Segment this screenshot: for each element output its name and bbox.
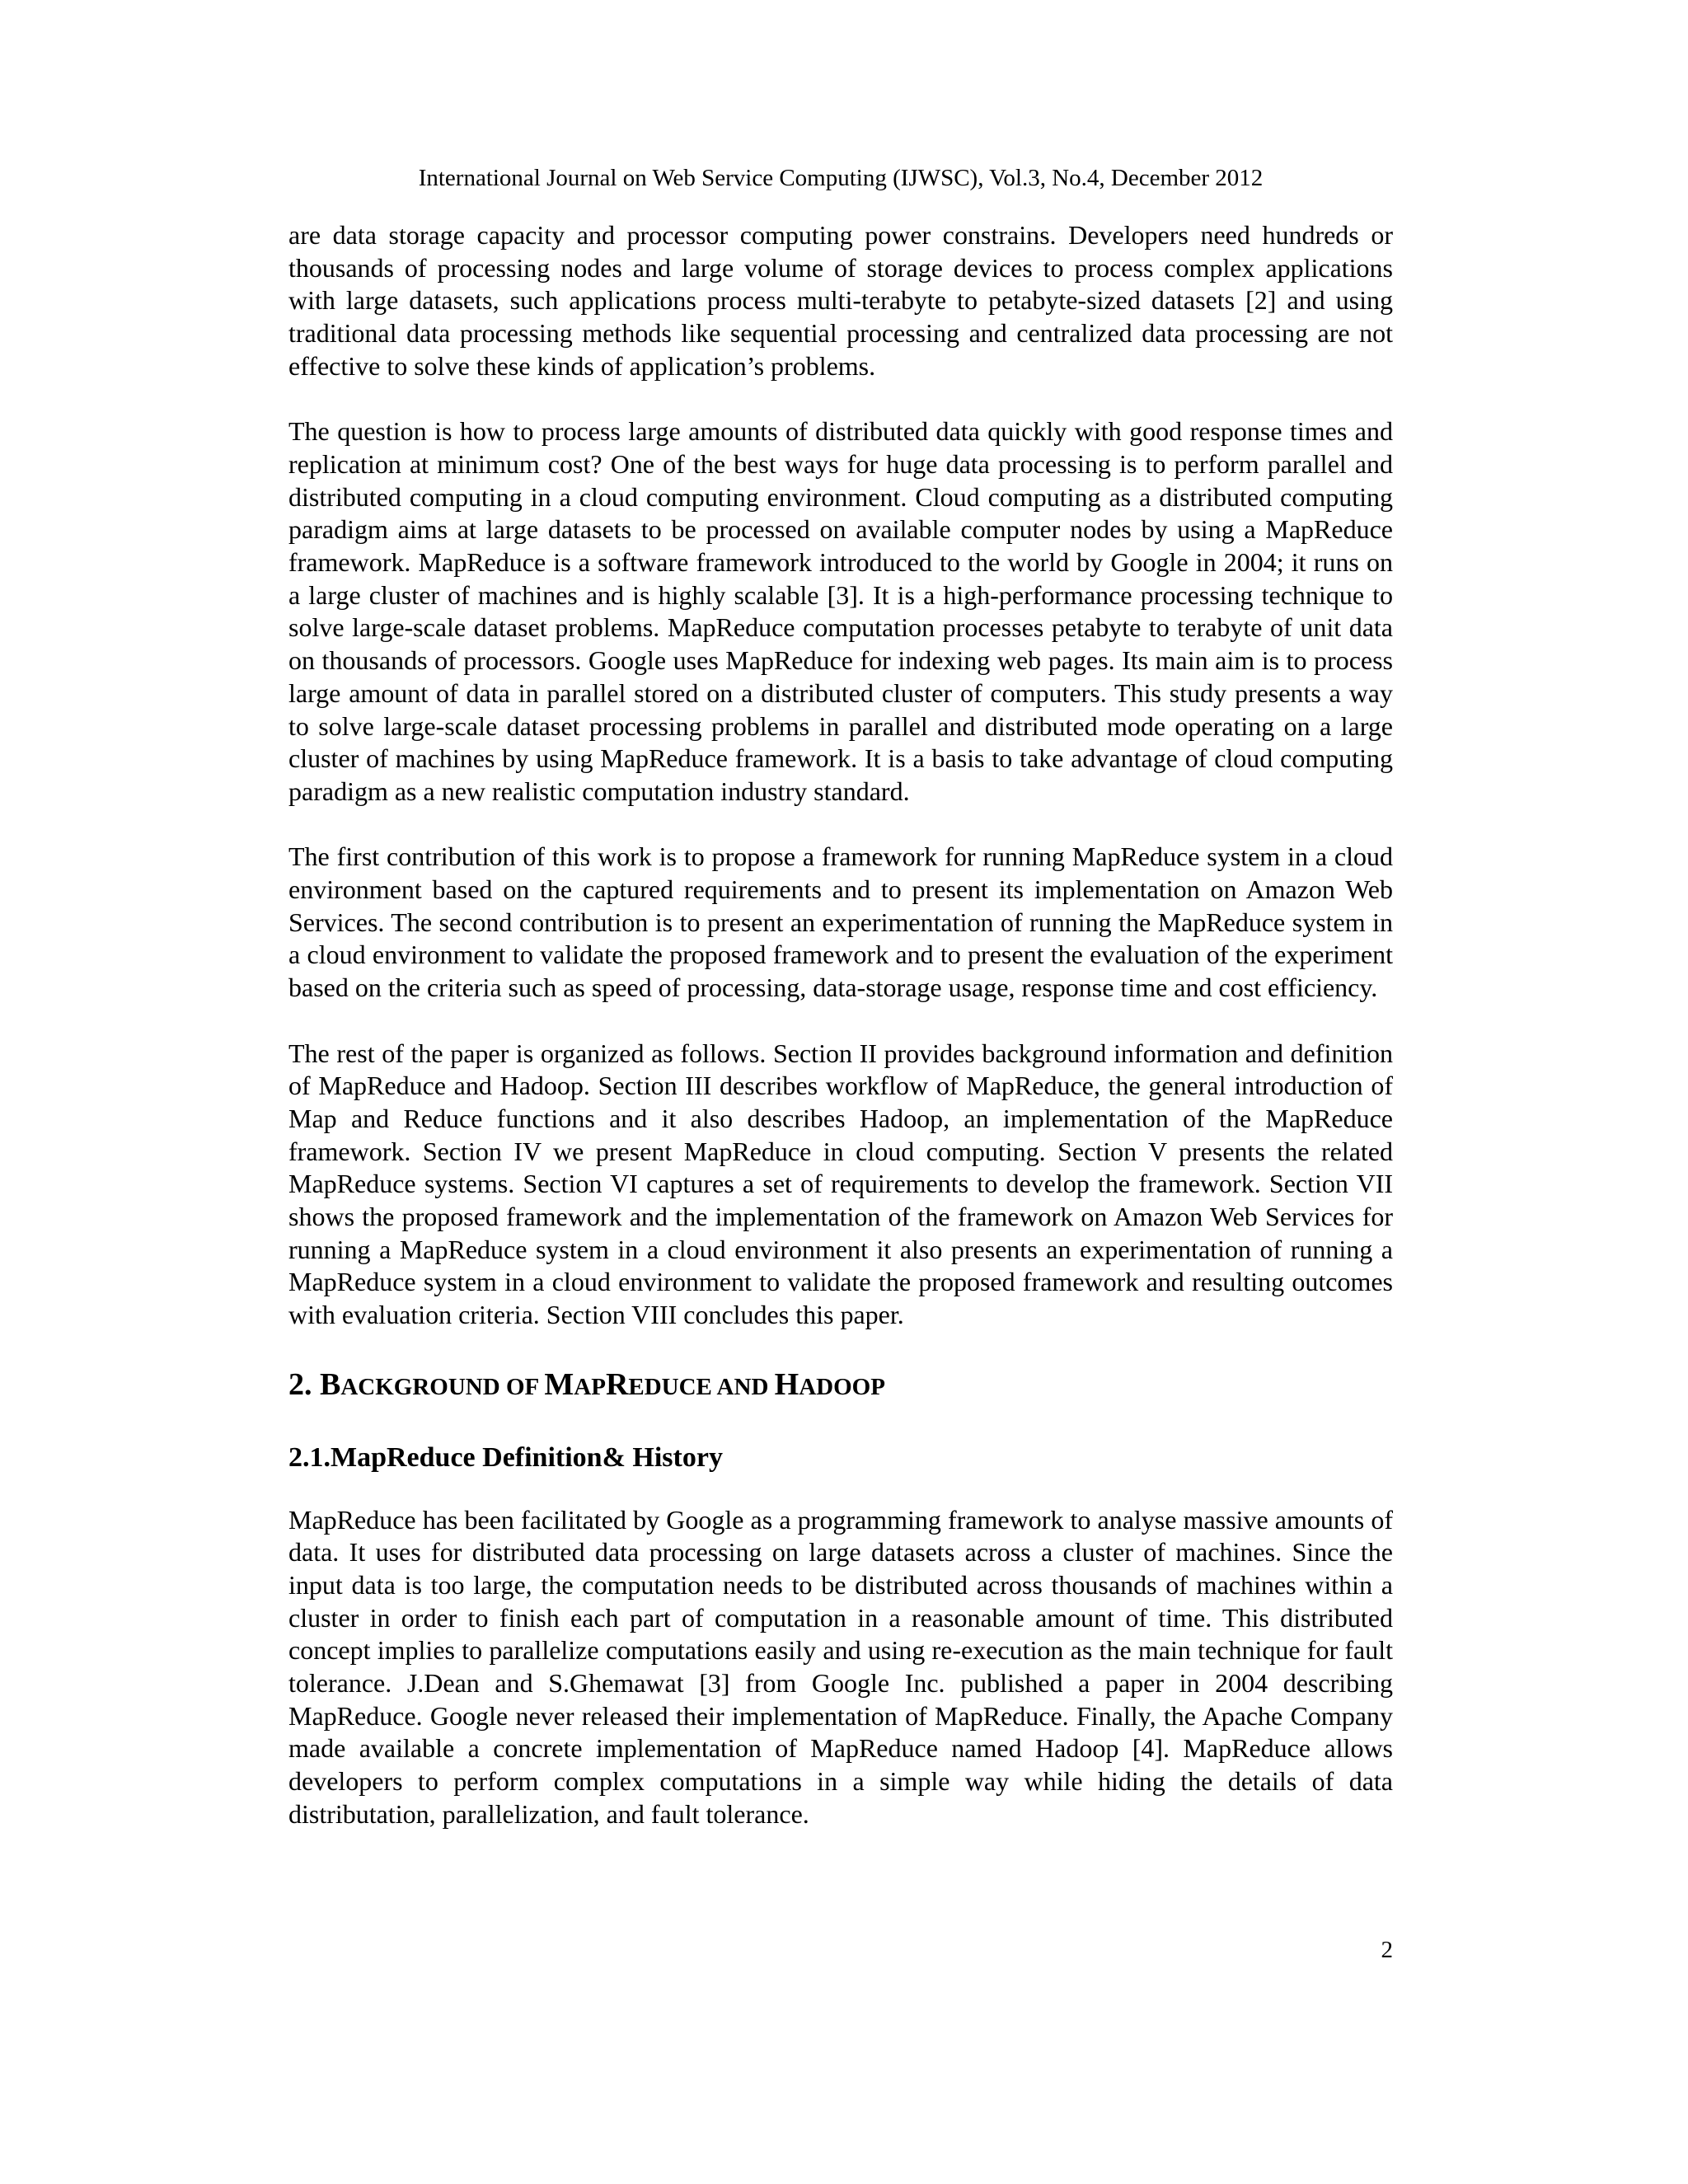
heading-part: AP xyxy=(574,1373,606,1400)
heading-part: ACKGROUND OF xyxy=(340,1373,545,1400)
heading-part: M xyxy=(544,1366,574,1402)
page-content xyxy=(288,219,1393,1831)
heading-part: ADOOP xyxy=(799,1373,885,1400)
subsection-2-1-heading: 2.1.MapReduce Definition& History xyxy=(288,1441,723,1473)
section-2-heading xyxy=(288,1365,1393,1407)
body-paragraph-3: The first contribution of this work is to propose a framework for running MapReduce system in a cloud environment based on the captured requirements and to present its implementation on Amazon Web Services. The second contribution is to present an experimentation of running the MapReduce system in a cloud environment to validate the proposed framework and to present the evaluation of the experiment based on the criteria such as speed of processing, data-storage usage, response time and cost efficiency. xyxy=(288,841,1393,1003)
body-paragraph-4: The rest of the paper is organized as follows. Section II provides background information and definition of MapReduce and Hadoop. Section III describes workflow of MapReduce, the general introduction of Map and Reduce functions and it also describes Hadoop, an implementation of the MapReduce framework. Section IV we present MapReduce in cloud computing. Section V presents the related MapReduce systems. Section VI captures a set of requirements to develop the framework. Section VII shows the proposed framework and the implementation of the framework on Amazon Web Services for running a MapReduce system in a cloud environment it also presents an experimentation of running a MapReduce system in a cloud environment to validate the proposed framework and resulting outcomes with evaluation criteria. Section VIII concludes this paper. xyxy=(288,1038,1393,1330)
subsection-paragraph: MapReduce has been facilitated by Google as a programming framework to analyse massive amounts of data. It uses for distributed data processing on large datasets across a cluster of machines. Since the input data is too large, the computation needs to be distributed across thousands of machines within a cluster in order to finish each part of computation in a reasonable amount of time. This distributed concept implies to parallelize computations easily and using re-execution as the main technique for fault tolerance. J.Dean and S.Ghemawat [3] from Google Inc. published a paper in 2004 describing MapReduce. Google never released their implementation of MapReduce. Finally, the Apache Company made available a concrete implementation of MapReduce named Hadoop [4]. MapReduce allows developers to perform complex computations in a simple way while hiding the details of data distributation, parallelization, and fault tolerance. xyxy=(288,1504,1393,1829)
heading-part: H xyxy=(774,1366,799,1402)
heading-part: R xyxy=(605,1366,629,1402)
heading-part: B xyxy=(320,1366,341,1402)
body-paragraph-1: are data storage capacity and processor computing power constrains. Developers need hundreds or thousands of processing nodes and large volume of storage devices to process complex applications with large datasets, such applications process multi-terabyte to petabyte-sized datasets [2] and using traditional data processing methods like sequential processing and centralized data processing are not effective to solve these kinds of application’s problems. xyxy=(288,220,1393,381)
running-header: International Journal on Web Service Computing (IJWSC), Vol.3, No.4, December 2012 xyxy=(418,165,1264,191)
page-number: 2 xyxy=(1381,1937,1393,1963)
heading-part: EDUCE AND xyxy=(628,1373,775,1400)
paper-page xyxy=(288,0,1393,2184)
body-paragraph-2: The question is how to process large amounts of distributed data quickly with good response times and replication at minimum cost? One of the best ways for huge data processing is to perform parallel and distributed computing in a cloud computing environment. Cloud computing as a distributed computing paradigm aims at large datasets to be processed on available computer nodes by using a MapReduce framework. MapReduce is a software framework introduced to the world by Google in 2004; it runs on a large cluster of machines and is highly scalable [3]. It is a high-performance processing technique to solve large-scale dataset problems. MapReduce computation processes petabyte to terabyte of unit data on thousands of processors. Google uses MapReduce for indexing web pages. Its main aim is to process large amount of data in parallel stored on a distributed cluster of computers. This study presents a way to solve large-scale dataset processing problems in parallel and distributed mode operating on a large cluster of machines by using MapReduce framework. It is a basis to take advantage of cloud computing paradigm as a new realistic computation industry standard. xyxy=(288,416,1393,806)
section-2-number: 2. xyxy=(288,1366,320,1402)
